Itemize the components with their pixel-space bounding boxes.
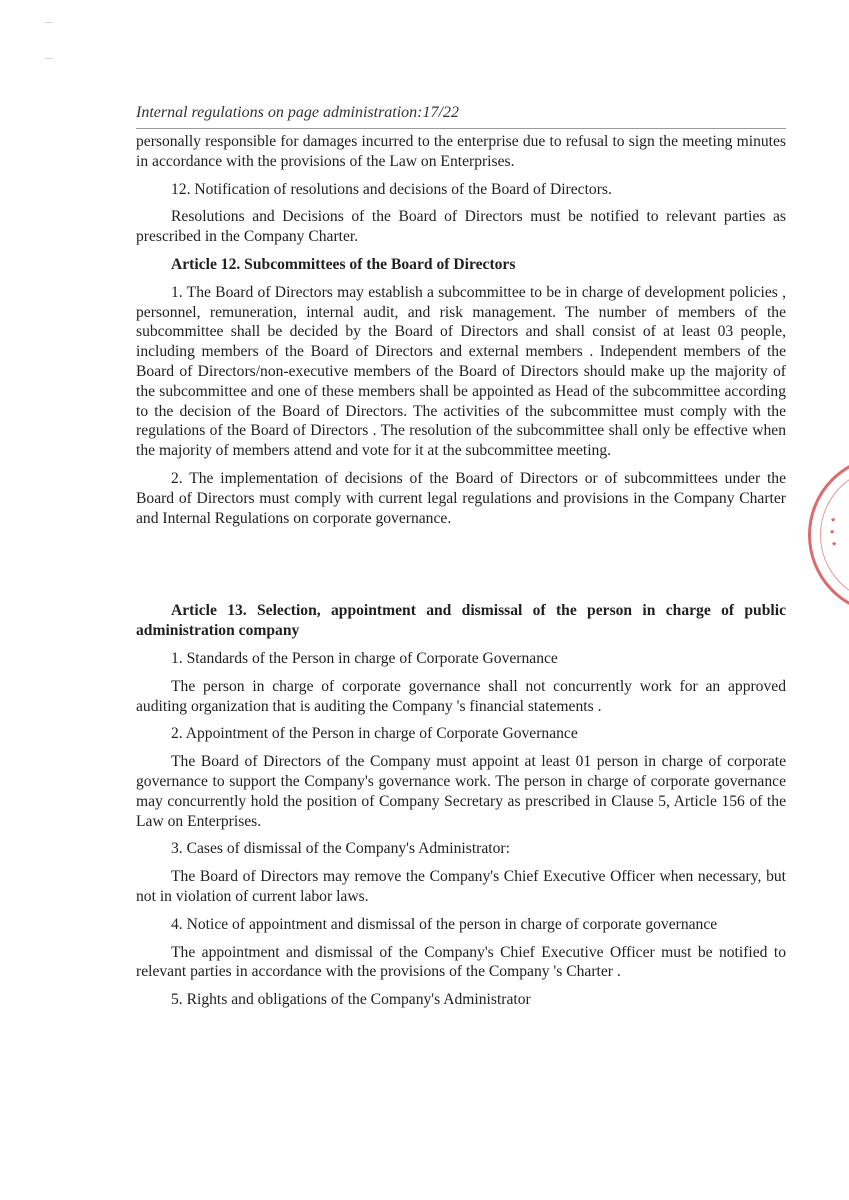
paragraph-continuation: personally responsible for damages incurred to the enterprise due to refusal to sign the meeting minutes in accordance with the provisions of the Law on Enterprises. xyxy=(136,133,786,170)
section-gap xyxy=(136,536,786,601)
paragraph-article-13-clause-4-title: 4. Notice of appointment and dismissal of the person in charge of corporate governance xyxy=(171,915,718,933)
page-header: Internal regulations on page administration:17/22 xyxy=(136,104,459,121)
paragraph-article-13-clause-3-body: The Board of Directors may remove the Company's Chief Executive Officer when necessary, but not in violation of current labor laws. xyxy=(136,868,786,905)
paragraph-article-13-clause-2-title: 2. Appointment of the Person in charge of Corporate Governance xyxy=(171,725,578,743)
paragraph-article-12-clause-2: 2. The implementation of decisions of the Board of Directors or of subcommittees under the Board of Directors must comply with current legal regulations and provisions in the Company Charter and Internal Regulations on corporate governance. xyxy=(136,469,786,527)
paragraph-article-13-clause-2-body: The Board of Directors of the Company must appoint at least 01 person in charge of corporate governance to support the Company's governance work. The person in charge of corporate governance may concurrently hold the position of Company Secretary as prescribed in Clause 5, Article 156 of the Law on Enterprises. xyxy=(136,753,786,830)
red-seal-stamp xyxy=(800,455,849,615)
paragraph-article-13-clause-4-body: The appointment and dismissal of the Company's Chief Executive Officer must be notified to relevant parties in accordance with the provisions of the Company 's Charter . xyxy=(136,943,786,981)
scan-mark xyxy=(45,22,53,23)
seal-star-icon: ★ xyxy=(831,540,838,548)
paragraph-article-12-clause-1: 1. The Board of Directors may establish a subcommittee to be in charge of development policies , personnel, remuneration, internal audit, and risk management. The number of members of the subcommittee shall be decided by the Board of Directors and shall consist of at least 03 people, including members of the Board of Directors and external members . Independent members of the Board of Directors/non-executive members of the Board of Directors should make up the majority of the subcommittee and one of these members shall be appointed as Head of the subcommittee according to the decision of the Board of Directors. The activities of the subcommittee must comply with the regulations of the Board of Directors . The resolution of the subcommittee shall only be effective when the majority of members attend and vote for it at the subcommittee meeting. xyxy=(136,283,786,460)
paragraph-clause-12-title: 12. Notification of resolutions and decisions of the Board of Directors. xyxy=(171,180,612,198)
paragraph-article-13-clause-1-body: The person in charge of corporate governance shall not concurrently work for an approved auditing organization that is auditing the Company 's financial statements . xyxy=(136,677,786,715)
seal-star-icon: ★ xyxy=(829,528,836,536)
paragraph-article-13-clause-5-title: 5. Rights and obligations of the Company's Administrator xyxy=(171,991,531,1009)
header-divider xyxy=(136,128,786,129)
paragraph-clause-12-body: Resolutions and Decisions of the Board of Directors must be notified to relevant parties as prescribed in the Company Charter. xyxy=(136,208,786,246)
article-12-heading: Article 12. Subcommittees of the Board of Directors xyxy=(171,255,516,273)
document-body xyxy=(136,132,786,1018)
seal-star-icon: ★ xyxy=(830,516,837,524)
scan-mark xyxy=(45,58,53,59)
article-13-heading: Article 13. Selection, appointment and dismissal of the person in charge of public administration company xyxy=(136,602,786,640)
paragraph-article-13-clause-1-title: 1. Standards of the Person in charge of Corporate Governance xyxy=(171,649,558,667)
paragraph-article-13-clause-3-title: 3. Cases of dismissal of the Company's Administrator: xyxy=(171,840,510,858)
